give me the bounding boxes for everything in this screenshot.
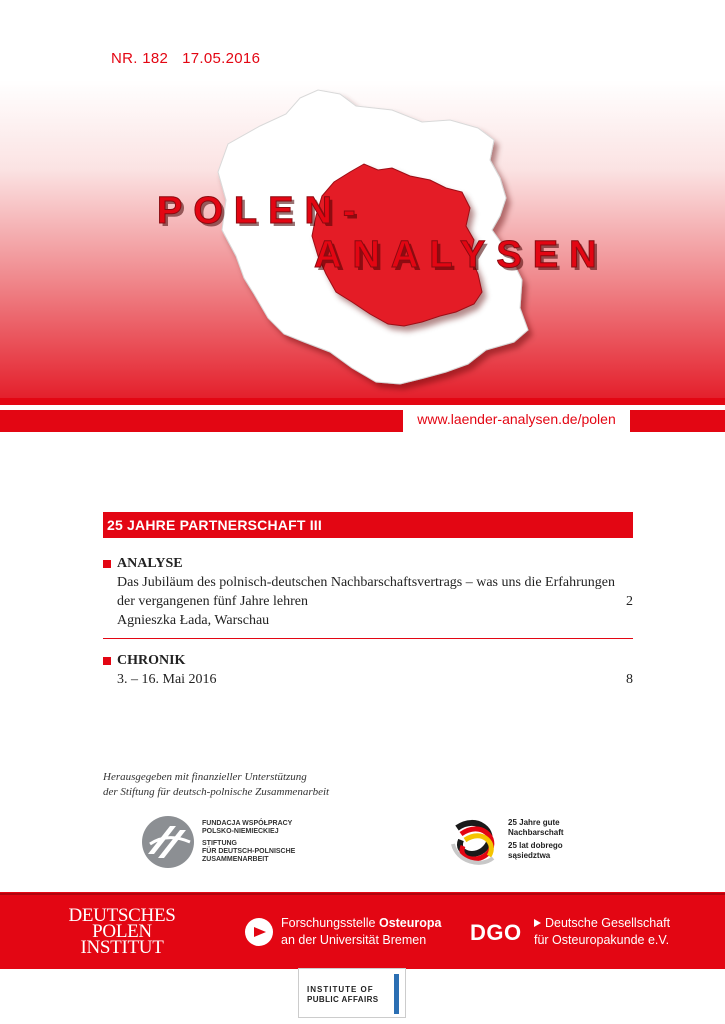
ipa-bar-icon: [394, 974, 399, 1014]
issue-date: 17.05.2016: [182, 50, 261, 67]
issue-info: [111, 50, 260, 67]
toc-page-number: 2: [626, 594, 633, 609]
toc-entry-analyse[interactable]: [103, 554, 633, 639]
dgo-logo: DGO: [470, 920, 522, 945]
toc-divider: [103, 638, 633, 639]
dpi-logo: DEUTSCHES POLEN INSTITUT: [68, 905, 176, 958]
bullet-square-icon: [103, 657, 111, 665]
toc-page-number: 8: [626, 672, 633, 687]
jubilee-logo: 25 Jahre gute Nachbarschaft 25 lat dobrego sąsiedztwa: [447, 814, 577, 870]
dgo-text: Deutsche Gesellschaft für Osteuropakunde e.V.: [534, 916, 671, 947]
website-link[interactable]: www.laender-analysen.de/polen: [403, 405, 630, 432]
fundacja-emblem-icon: [140, 814, 196, 870]
title-line-1: POLEN-: [157, 190, 367, 232]
sponsor-note: Herausgegeben mit finanzieller Unterstützung der Stiftung für deutsch-polnische Zusammenarbeit: [103, 771, 330, 798]
bullet-square-icon: [103, 560, 111, 568]
toc-category: ANALYSE: [117, 556, 183, 571]
fso-text: Forschungsstelle Osteuropa an der Universität Bremen: [281, 916, 442, 947]
toc-entry-chronik[interactable]: [103, 651, 633, 689]
toc-entry-title: 3. – 16. Mai 2016: [117, 672, 217, 687]
toc-heading: 25 JAHRE PARTNERSCHAFT III: [103, 512, 633, 538]
red-band-top: [0, 398, 725, 405]
toc-category: CHRONIK: [117, 653, 186, 668]
ipa-logo: INSTITUTE OF PUBLIC AFFAIRS: [298, 968, 406, 1018]
fundacja-logo: FUNDACJA WSPÓŁPRACY POLSKO-NIEMIECKIEJ STIFTUNG FÜR DEUTSCH-POLNISCHE ZUSAMMENARBEIT: [140, 814, 310, 870]
table-of-contents: [103, 512, 633, 689]
footer-divider: [0, 893, 725, 895]
title-line-2: ANALYSEN: [314, 234, 608, 276]
arrow-right-icon: [534, 919, 541, 927]
toc-entry-title-cont: der vergangenen fünf Jahre lehren: [117, 594, 308, 609]
issue-number: NR. 182: [111, 50, 169, 67]
ribbon-knot-icon: [447, 814, 503, 870]
toc-entry-author: Agnieszka Łada, Warschau: [117, 613, 270, 628]
fso-logo-icon: [245, 918, 273, 946]
toc-entry-title: Das Jubiläum des polnisch-deutschen Nachbarschaftsvertrags – was uns die Erfahrungen: [117, 575, 616, 590]
